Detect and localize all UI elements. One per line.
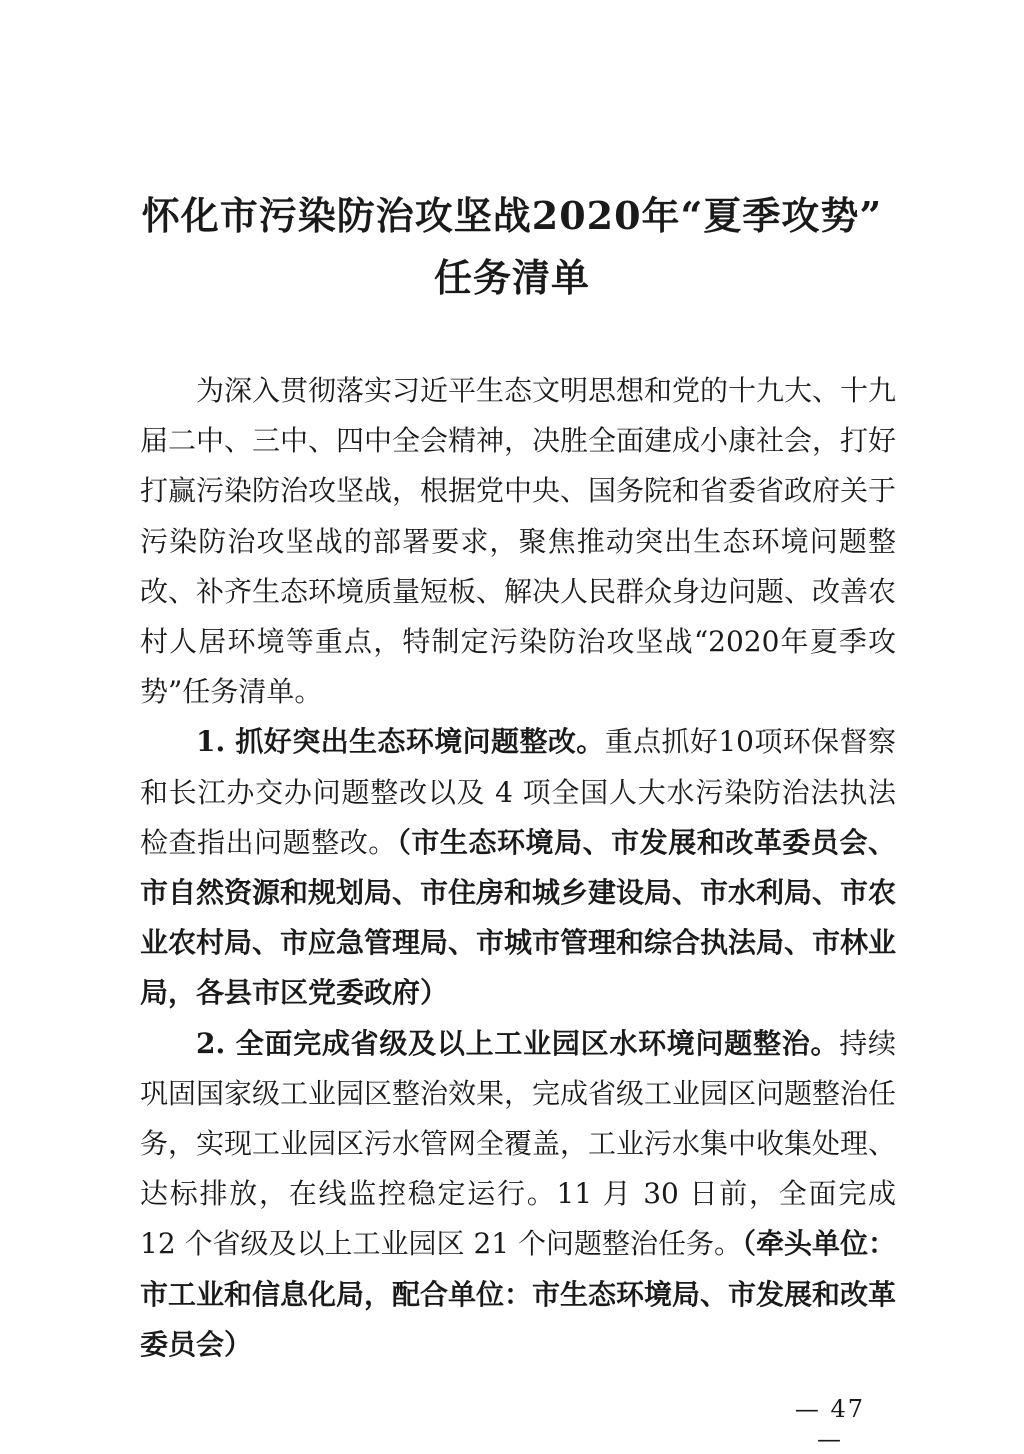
task-item-2-text: 持续巩固国家级工业园区整治效果，完成省级工业园区问题整治任务，实现工业园区污水管网全覆盖，工业污水集中收集处理、达标排放，在线监控稳定运行。11 月 30 日前，全面完成 12 个省级及以上工业园区 21 个问题整治任务。 (140, 1026, 897, 1261)
task-item-1 (140, 717, 896, 1018)
task-item-2-heading: 2. 全面完成省级及以上工业园区水环境问题整治。 (196, 1026, 840, 1060)
title-line-1: 怀化市污染防治攻坚战2020年“夏季攻势” (141, 193, 883, 238)
task-item-2-units: （牵头单位：市工业和信息化局，配合单位：市生态环境局、市发展和改革委员会） (140, 1227, 897, 1361)
task-item-1-text: 重点抓好10项环保督察和长江办交办问题整改以及 4 项全国人大水污染防治法执法检查指出问题整改。 (140, 725, 896, 859)
page-number: — 47 — (794, 1395, 866, 1453)
page-title (120, 185, 904, 309)
task-item-1-heading: 1. 抓好突出生态环境问题整改。 (196, 725, 605, 759)
task-item-1-units: （市生态环境局、市发展和改革委员会、市自然资源和规划局、市住房和城乡建设局、市水利局、市农业农村局、市应急管理局、市城市管理和综合执法局、市林业局，各县市区党委政府） (140, 825, 897, 1010)
intro-paragraph: 为深入贯彻落实习近平生态文明思想和党的十九大、十九届二中、三中、四中全会精神，决胜全面建成小康社会，打好打赢污染防治攻坚战，根据党中央、国务院和省委省政府关于污染防治攻坚战的部署要求，聚焦推动突出生态环境问题整改、补齐生态环境质量短板、解决人民群众身边问题、改善农村人居环境等重点，特制定污染防治攻坚战“2020年夏季攻势”任务清单。 (140, 374, 897, 709)
task-item-2 (140, 1019, 896, 1370)
document-body (140, 366, 896, 1370)
title-line-2: 任务清单 (433, 255, 590, 300)
